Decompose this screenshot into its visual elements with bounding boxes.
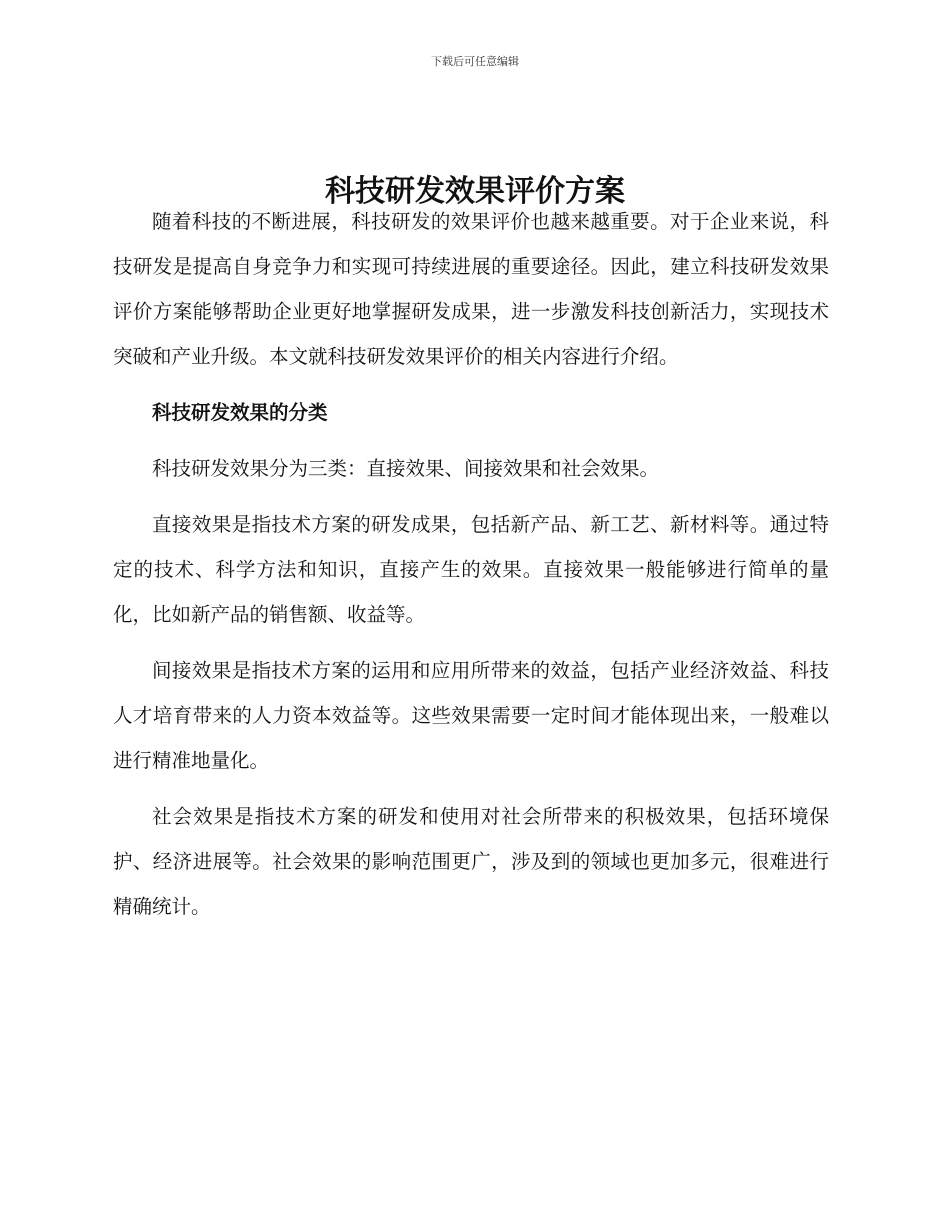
- intro-paragraph: 随着科技的不断进展，科技研发的效果评价也越来越重要。对于企业来说，科技研发是提高自身竞争力和实现可持续进展的重要途径。因此，建立科技研发效果评价方案能够帮助企业更好地掌握研发成果，进一步激发科技创新活力，实现技术突破和产业升级。本文就科技研发效果评价的相关内容进行介绍。: [113, 210, 829, 368]
- document-body: [113, 199, 829, 929]
- header-note: 下载后可任意编辑: [431, 55, 519, 68]
- direct-effect-paragraph: 直接效果是指技术方案的研发成果，包括新产品、新工艺、新材料等。通过特定的技术、科学方法和知识，直接产生的效果。直接效果一般能够进行简单的量化，比如新产品的销售额、收益等。: [113, 513, 829, 626]
- indirect-effect-paragraph: 间接效果是指技术方案的运用和应用所带来的效益，包括产业经济效益、科技人才培育带来的人力资本效益等。这些效果需要一定时间才能体现出来，一般难以进行精准地量化。: [113, 659, 829, 772]
- classification-paragraph: 科技研发效果分为三类：直接效果、间接效果和社会效果。: [152, 457, 660, 480]
- document-title: 科技研发效果评价方案: [325, 174, 625, 210]
- section-heading: 科技研发效果的分类: [152, 401, 328, 424]
- social-effect-paragraph: 社会效果是指技术方案的研发和使用对社会所带来的积极效果，包括环境保护、经济进展等。社会效果的影响范围更广，涉及到的领域也更加多元，很难进行精确统计。: [113, 805, 829, 918]
